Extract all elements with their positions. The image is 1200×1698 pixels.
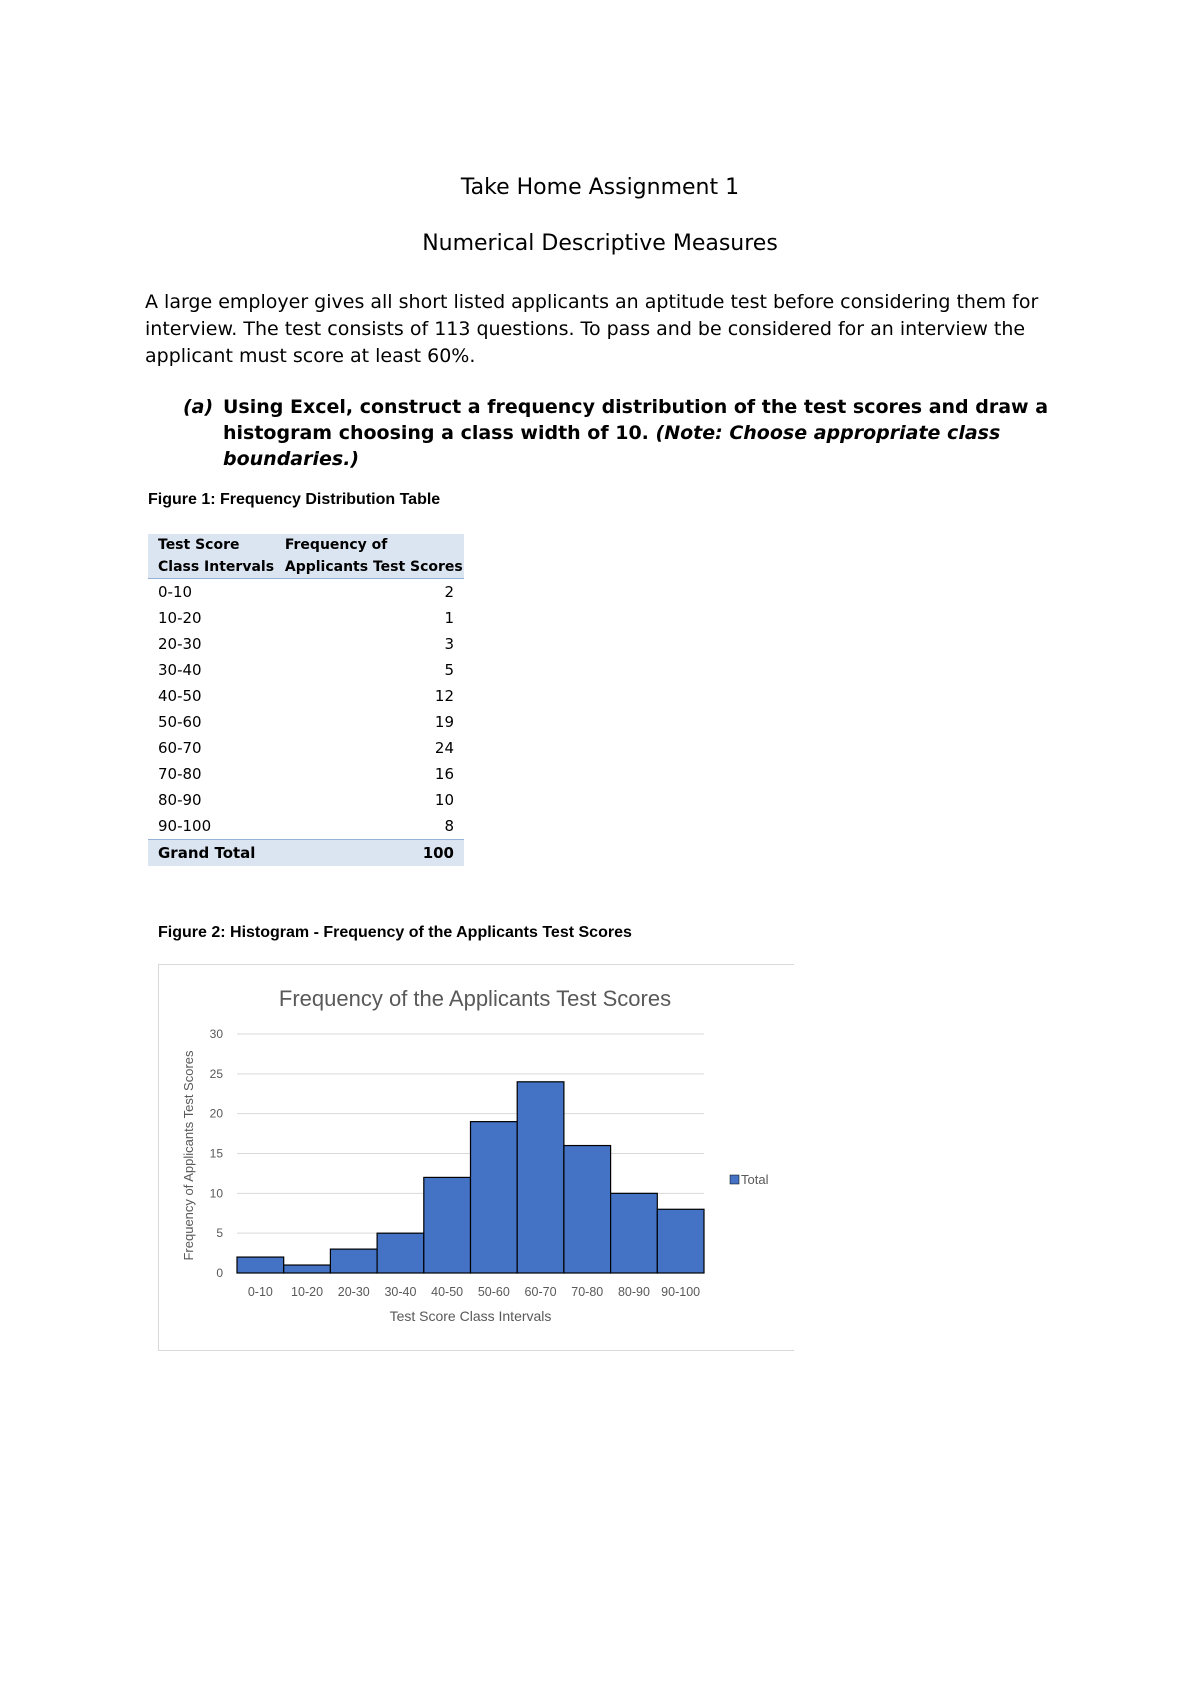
table-row: [148, 579, 464, 606]
frequency-cell: 1: [444, 609, 454, 627]
histogram-bar: [611, 1193, 658, 1273]
y-tick-label: 20: [209, 1106, 223, 1121]
table-header-row: [148, 534, 464, 579]
x-axis-title: Test Score Class Intervals: [389, 1308, 552, 1324]
y-tick-label: 10: [209, 1186, 223, 1201]
header-col2-line2: Applicants Test Scores: [284, 559, 463, 575]
y-axis-title: Frequency of Applicants Test Scores: [181, 1050, 196, 1261]
document-subtitle: Numerical Descriptive Measures: [422, 231, 778, 256]
grand-total-value: 100: [275, 840, 464, 867]
interval-cell: 50-60: [158, 713, 202, 731]
x-tick-label: 60-70: [524, 1285, 557, 1299]
x-tick-label: 80-90: [617, 1285, 650, 1299]
interval-cell: 30-40: [158, 661, 202, 679]
histogram-bar: [284, 1265, 331, 1273]
y-tick-label: 0: [216, 1266, 223, 1280]
frequency-cell: 12: [434, 687, 454, 705]
interval-cell: 10-20: [158, 609, 202, 627]
table-row: [148, 605, 464, 631]
histogram-bar: [564, 1146, 611, 1273]
frequency-table: [148, 534, 464, 866]
question-text: Using Excel, construct a frequency distribution of the test scores and draw a histogram choosing a class width of 10.: [223, 396, 1049, 444]
document-title: Take Home Assignment 1: [460, 175, 740, 200]
table-row: [148, 683, 464, 709]
histogram-bar: [517, 1082, 564, 1273]
header-col1-line2: Class Intervals: [158, 559, 275, 575]
table-row: [148, 787, 464, 813]
histogram-bar: [377, 1233, 424, 1273]
frequency-cell: 19: [434, 713, 454, 731]
histogram-chart: [158, 964, 794, 1351]
x-tick-label: 20-30: [337, 1285, 370, 1299]
figure1-caption: Figure 1: Frequency Distribution Table: [148, 491, 441, 508]
frequency-cell: 24: [434, 739, 454, 757]
frequency-cell: 16: [434, 765, 454, 783]
interval-cell: 20-30: [158, 635, 202, 653]
frequency-cell: 5: [444, 661, 454, 679]
x-tick-label: 10-20: [291, 1285, 324, 1299]
interval-cell: 70-80: [158, 765, 202, 783]
interval-cell: 90-100: [158, 817, 212, 835]
legend-label: Total: [741, 1172, 769, 1187]
header-frequency: [275, 534, 464, 579]
header-col1-line1: Test Score: [158, 537, 240, 553]
table-row: [148, 657, 464, 683]
table-row: [148, 813, 464, 840]
table-row: [148, 735, 464, 761]
question-note: (Note: Choose appropriate class boundaries.): [223, 422, 1001, 470]
header-class-intervals: [148, 534, 275, 579]
histogram-bar: [330, 1249, 377, 1273]
x-tick-label: 90-100: [661, 1285, 701, 1299]
frequency-cell: 8: [444, 817, 454, 835]
interval-cell: 0-10: [158, 583, 193, 601]
x-tick-label: 0-10: [247, 1285, 273, 1299]
header-col2-line1: Frequency of: [284, 537, 388, 553]
histogram-bar: [471, 1122, 518, 1273]
y-tick-label: 15: [209, 1146, 223, 1161]
grand-total-row: [148, 840, 464, 867]
y-tick-label: 25: [209, 1066, 223, 1081]
table-row: [148, 709, 464, 735]
legend-swatch: [730, 1175, 739, 1184]
x-tick-label: 50-60: [477, 1285, 510, 1299]
intro-paragraph: A large employer gives all short listed applicants an aptitude test before considering them for interview. The test consists of 113 questions. To pass and be considered for an interview the applicant must score at least 60%.: [145, 291, 1039, 367]
table-row: [148, 631, 464, 657]
histogram-bar: [237, 1257, 284, 1273]
x-tick-label: 40-50: [431, 1285, 464, 1299]
histogram-bar: [657, 1209, 704, 1273]
frequency-cell: 3: [444, 635, 454, 653]
x-tick-label: 30-40: [384, 1285, 417, 1299]
chart-title: Frequency of the Applicants Test Scores: [278, 986, 672, 1011]
table-row: [148, 761, 464, 787]
histogram-svg: [159, 965, 794, 1350]
interval-cell: 40-50: [158, 687, 202, 705]
frequency-cell: 10: [434, 791, 454, 809]
interval-cell: 80-90: [158, 791, 202, 809]
figure2-caption: Figure 2: Histogram - Frequency of the Applicants Test Scores: [158, 924, 632, 941]
grand-total-label: Grand Total: [148, 840, 275, 867]
y-tick-label: 30: [209, 1027, 223, 1041]
y-tick-label: 5: [216, 1226, 223, 1241]
interval-cell: 60-70: [158, 739, 202, 757]
histogram-bar: [424, 1177, 471, 1273]
frequency-cell: 2: [444, 583, 454, 601]
question-body: [223, 394, 1063, 472]
question-a: [183, 394, 1063, 472]
x-tick-label: 70-80: [571, 1285, 604, 1299]
question-label: (a): [183, 396, 214, 418]
